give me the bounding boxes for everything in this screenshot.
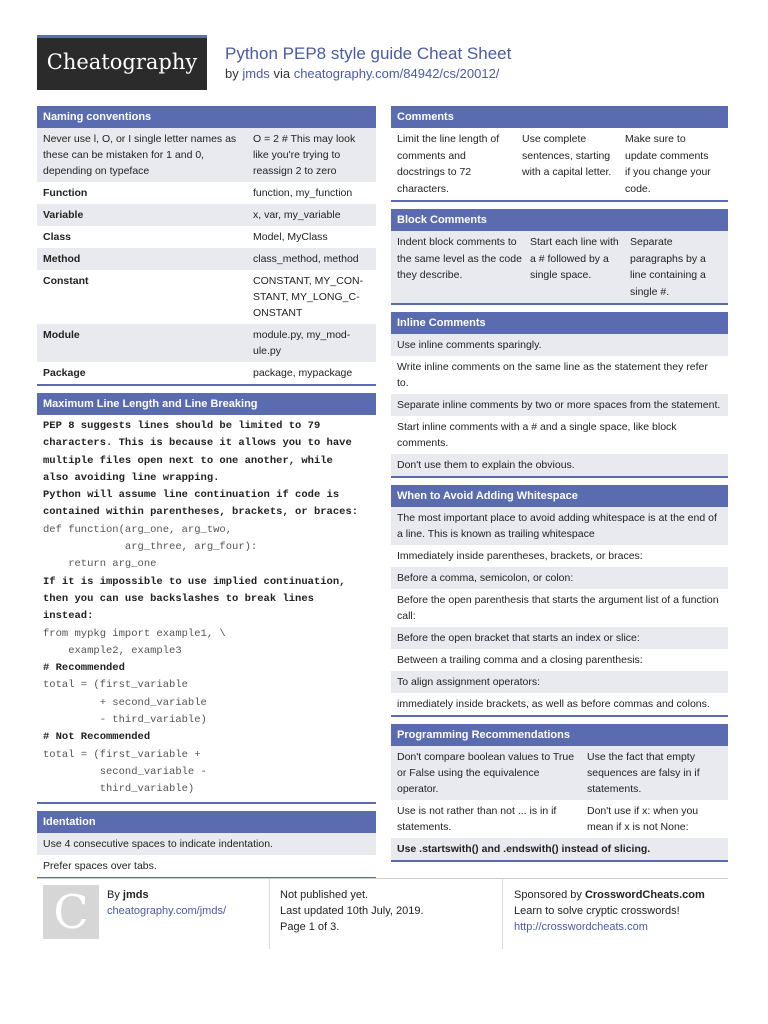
list-item: Start inline comments with a # and a single space, like block comments. <box>397 421 677 449</box>
sponsor-link[interactable]: http://crosswordcheats.com <box>514 921 648 933</box>
table-row <box>391 746 728 800</box>
programming-recommendations-section <box>391 724 728 862</box>
cell: Separate paragraphs by a line containing a single #. <box>630 236 706 298</box>
cell: Don't use if x: when you mean if x is not None: <box>587 805 699 833</box>
code-line: + second_variable <box>43 696 207 709</box>
row-key: Function <box>43 187 88 199</box>
table-row <box>37 128 376 182</box>
row-value: O = 2 # This may look like you're trying to reassign 2 to zero <box>253 133 356 177</box>
section-title: Programming Recommendations <box>391 724 728 746</box>
avatar[interactable] <box>43 885 99 939</box>
table-row <box>37 324 376 362</box>
row-key: Method <box>43 253 81 265</box>
row-value: package, mypackage <box>253 367 353 379</box>
table-row <box>37 182 376 204</box>
code-line: total = (first_variable + <box>43 748 201 761</box>
section-title: Inline Comments <box>391 312 728 334</box>
page-number: Page 1 of 3. <box>280 921 340 933</box>
cell: Use is not rather than not ... is in if statements. <box>397 805 557 833</box>
byline-via: via <box>273 66 291 81</box>
list-item: Don't use them to explain the obvious. <box>391 454 728 476</box>
left-column <box>37 106 376 886</box>
code-line: Python will assume line continuation if code is <box>43 489 340 502</box>
comments-section <box>391 106 728 202</box>
list-item: immediately inside brackets, as well as before commas and colons. <box>397 698 710 710</box>
code-line: return arg_one <box>43 558 157 571</box>
last-updated: Last updated 10th July, 2019. <box>280 905 424 917</box>
code-line: def function(arg_one, arg_two, <box>43 523 233 536</box>
code-line: # Not Recommended <box>43 731 151 744</box>
table-row <box>391 128 728 200</box>
cheatography-logo[interactable] <box>37 35 207 90</box>
list-item: Use .startswith() and .endswith() instead of slicing. <box>391 838 728 860</box>
section-title: Naming conventions <box>37 106 376 128</box>
cell: Don't compare boolean values to True or False using the equivalence operator. <box>397 751 575 795</box>
list-item: Between a trailing comma and a closing parenthesis: <box>397 654 643 666</box>
page-header <box>37 35 728 90</box>
code-line: arg_three, arg_four): <box>43 541 258 554</box>
list-item: Use inline comments sparingly. <box>391 334 728 356</box>
author-link[interactable]: jmds <box>242 66 270 81</box>
table-row <box>37 362 376 384</box>
row-key: Module <box>43 329 80 341</box>
cell: Use complete sentences, starting with a capital letter. <box>522 133 612 178</box>
code-line: multiple files open next to one another, while <box>43 454 333 467</box>
list-item: Prefer spaces over tabs. <box>43 859 157 872</box>
row-key: Variable <box>43 209 84 221</box>
row-key: Never use l, O, or I single letter names as these can be mistaken for 1 and 0, depending on typeface <box>43 133 237 177</box>
section-title: Block Comments <box>391 209 728 231</box>
sheet-url-link[interactable]: cheatography.com/84942/cs/20012/ <box>293 66 500 81</box>
row-key: Package <box>43 367 86 379</box>
byline <box>225 66 499 81</box>
row-value: Model, MyClass <box>253 231 328 243</box>
table-row <box>37 270 376 324</box>
footer-by: By <box>107 889 120 901</box>
profile-link[interactable]: cheatography.com/jmds/ <box>107 905 227 917</box>
row-value: x, var, my_variable <box>253 209 341 221</box>
cell: Start each line with a # followed by a single space. <box>530 236 619 281</box>
code-line: characters. This is because it allows you to have <box>43 437 352 450</box>
row-value: CONSTANT, MY_CONSTANT, MY_LONG_CONSTANT <box>253 275 364 319</box>
cell: Limit the line length of comments and docstrings to 72 characters. <box>397 133 500 195</box>
byline-by: by <box>225 66 239 81</box>
row-value: class_method, method <box>253 253 359 265</box>
list-item: Use 4 consecutive spaces to indicate indentation. <box>37 833 376 855</box>
code-line: third_variable) <box>43 783 195 796</box>
row-value: module.py, my_module.py <box>253 329 351 357</box>
footer-divider <box>502 879 503 949</box>
table-row <box>391 800 728 838</box>
published-status: Not published yet. <box>280 889 369 901</box>
right-column <box>391 106 728 869</box>
footer-sponsor <box>514 887 705 935</box>
row-key: Class <box>43 231 72 243</box>
code-line: PEP 8 suggests lines should be limited to 79 <box>43 420 321 432</box>
code-block <box>37 415 376 804</box>
section-title: Maximum Line Length and Line Breaking <box>37 393 376 415</box>
avatar-letter: C <box>53 885 89 939</box>
list-item: Before the open parenthesis that starts the argument list of a function call: <box>397 594 719 622</box>
list-item: Before the open bracket that starts an index or slice: <box>391 627 728 649</box>
table-row <box>37 226 376 248</box>
sponsor-name[interactable]: CrosswordCheats.com <box>584 889 705 901</box>
code-line: # Recommended <box>43 662 125 675</box>
cell: Make sure to update comments if you change your code. <box>625 133 711 195</box>
sponsored-by: Sponsored by <box>514 889 582 901</box>
row-key: Constant <box>43 275 89 287</box>
row-value: function, my_function <box>253 187 353 199</box>
code-line: - third_variable) <box>43 714 207 727</box>
list-item: Separate inline comments by two or more spaces from the statement. <box>391 394 728 416</box>
list-item: Write inline comments on the same line as the statement they refer to. <box>397 361 708 389</box>
max-line-length-section <box>37 393 376 804</box>
whitespace-section <box>391 485 728 717</box>
code-line: contained within parentheses, brackets, or braces: <box>43 506 359 519</box>
code-line: from mypkg import example1, \ <box>43 627 226 640</box>
naming-conventions-section <box>37 106 376 386</box>
code-line: example2, example3 <box>43 644 182 657</box>
block-comments-section <box>391 209 728 305</box>
table-row <box>391 231 728 303</box>
code-line: second_variable - <box>43 765 207 778</box>
logo-text: Cheatography <box>46 50 198 74</box>
footer-author <box>107 887 226 919</box>
table-row <box>37 204 376 226</box>
cell: Indent block comments to the same level as the code they describe. <box>397 236 522 281</box>
list-item: The most important place to avoid adding whitespace is at the end of a line. This is known as trailing whitespace <box>391 507 728 545</box>
code-line: total = (first_variable <box>43 679 188 692</box>
table-row <box>37 248 376 270</box>
page-title: Python PEP8 style guide Cheat Sheet <box>225 44 512 63</box>
indentation-section <box>37 811 376 879</box>
list-item: Before a comma, semicolon, or colon: <box>391 567 728 589</box>
code-line: If it is impossible to use implied continuation, <box>43 575 346 588</box>
sponsor-tagline: Learn to solve cryptic crosswords! <box>514 905 680 917</box>
list-item: Immediately inside parentheses, brackets, or braces: <box>397 550 643 562</box>
cell: Use the fact that empty sequences are falsy in if statements. <box>587 751 700 795</box>
code-line: then you can use backslashes to break lines <box>43 592 314 605</box>
section-title: Comments <box>391 106 728 128</box>
list-item: To align assignment operators: <box>391 671 728 693</box>
code-line: also avoiding line wrapping. <box>43 471 220 484</box>
inline-comments-section <box>391 312 728 478</box>
code-line: instead: <box>43 610 94 623</box>
page-footer <box>37 878 728 948</box>
section-title: When to Avoid Adding Whitespace <box>391 485 728 507</box>
footer-author-name[interactable]: jmds <box>122 889 149 901</box>
section-title: Identation <box>37 811 376 833</box>
footer-divider <box>269 879 270 949</box>
footer-status <box>280 887 424 935</box>
